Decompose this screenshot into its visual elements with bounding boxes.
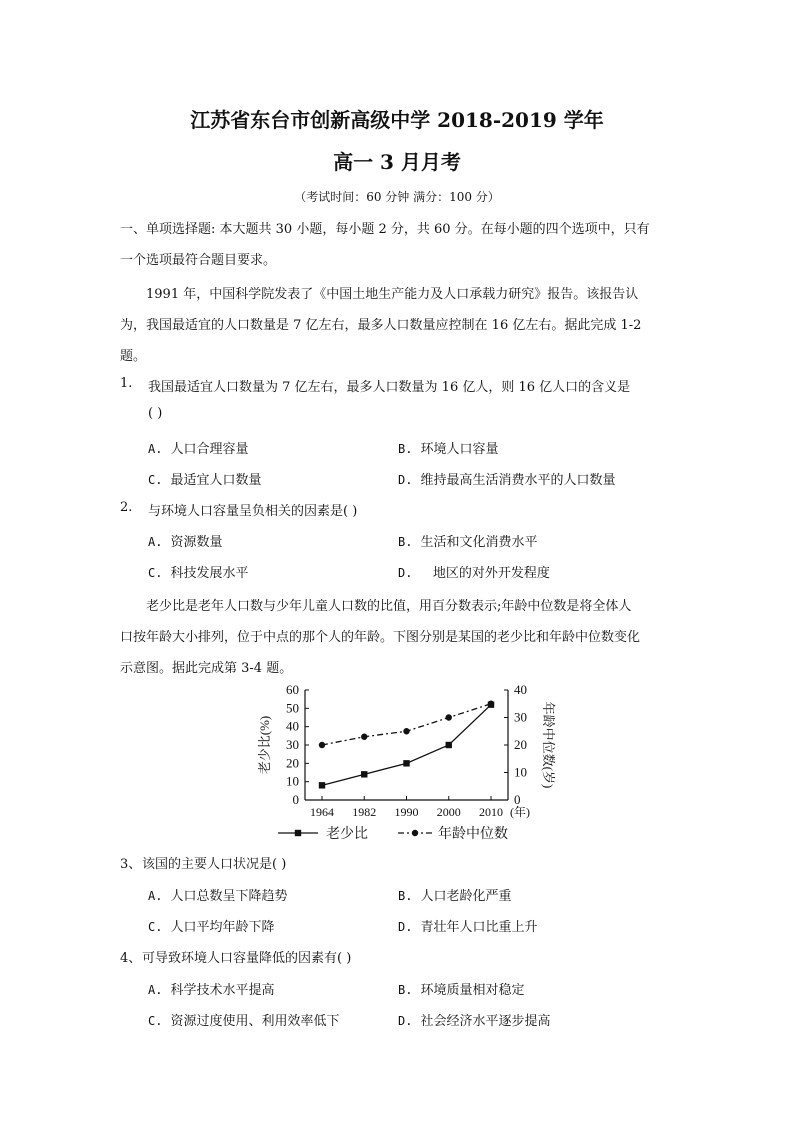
q4-option-d (398, 1010, 550, 1029)
right-tick-label: 20 (514, 737, 527, 752)
q2-option-d (398, 562, 550, 581)
option-letter: D. (398, 920, 413, 934)
q2-option-c (148, 562, 248, 581)
legend-marker-median (412, 830, 418, 836)
q2-number: 2. (120, 500, 133, 515)
passage1-line1: 1991 年，中国科学院发表了《中国土地生产能力及人口承载力研究》报告。该报告认 (146, 287, 639, 302)
x-tick-label: 1982 (352, 805, 377, 819)
left-tick-label: 60 (286, 682, 299, 697)
data-point-median (319, 742, 325, 748)
option-text: 环境质量相对稳定 (420, 983, 525, 998)
data-point-median (446, 714, 452, 720)
q4-number: 4、 (120, 951, 142, 966)
series-line-median (322, 704, 491, 745)
option-letter: C. (148, 1014, 163, 1028)
option-letter: A. (148, 535, 163, 549)
q1-stem: 我国最适宜人口数量为 7 亿左右，最多人口数量为 16 亿人，则 16 亿人口的含义是 (148, 380, 631, 395)
data-point-ratio (319, 782, 325, 788)
option-text: 人口老龄化严重 (420, 889, 512, 904)
option-text: 人口合理容量 (170, 442, 249, 457)
section-intro-line2: 一个选项最符合题目要求。 (120, 253, 277, 268)
option-text: 社会经济水平逐步提高 (420, 1014, 551, 1029)
option-letter: D. (398, 566, 413, 580)
left-tick-label: 20 (286, 755, 299, 771)
passage2-line3: 示意图。据此完成第 3-4 题。 (120, 661, 293, 676)
section-intro-line1: 一、单项选择题: 本大题共 30 小题，每小题 2 分，共 60 分。在每小题的四个选项中，只有 (120, 222, 650, 237)
q3-option-d (398, 916, 537, 935)
x-tick-label: 2000 (436, 805, 461, 819)
q1-stem-blank: ( ) (148, 406, 163, 421)
exam-title: 江苏省东台市创新高级中学 2018-2019 学年 (190, 108, 604, 132)
option-letter: A. (148, 442, 163, 456)
legend-label-median: 年龄中位数 (438, 827, 508, 842)
right-tick-label: 0 (514, 792, 521, 807)
option-text: 青壮年人口比重上升 (420, 920, 538, 935)
option-text: 科技发展水平 (170, 566, 249, 581)
passage1-line2: 为，我国最适宜的人口数量是 7 亿左右，最多人口数量应控制在 16 亿左右。据此完成 1-2 (120, 318, 642, 333)
option-letter: A. (148, 889, 163, 903)
chart-svg (250, 678, 556, 848)
passage1-line3: 题。 (120, 349, 147, 364)
q3-number: 3、 (120, 857, 142, 872)
q2-stem: 与环境人口容量呈负相关的因素是( ) (148, 504, 358, 519)
right-tick-label: 10 (514, 764, 527, 780)
passage2-line1: 老少比是老年人口数与少年儿童人口数的比值，用百分数表示;年龄中位数是将全体人 (146, 599, 632, 614)
q1-number: 1. (120, 376, 133, 391)
q4-option-b (398, 979, 524, 998)
q3-option-c (148, 916, 274, 935)
passage2-line2: 口按年龄大小排列，位于中点的那个人的年龄。下图分别是某国的老少比和年龄中位数变化 (120, 630, 641, 645)
exam-info: （考试时间：60 分钟 满分：100 分） (294, 190, 500, 204)
q4-stem: 可导致环境人口容量降低的因素有( ) (142, 951, 352, 966)
q3-stem: 该国的主要人口状况是( ) (142, 857, 287, 872)
option-text: 地区的对外开发程度 (420, 566, 550, 581)
option-letter: C. (148, 473, 163, 487)
right-axis-title: 年龄中位数(岁) (541, 701, 556, 789)
q2-option-a (148, 531, 222, 550)
exam-subtitle: 高一 3 月月考 (333, 150, 461, 174)
x-tick-label: 2010 (479, 805, 503, 819)
q2-option-b (398, 531, 537, 550)
data-point-ratio (403, 760, 409, 766)
option-letter: B. (398, 442, 413, 456)
left-tick-label: 10 (286, 773, 299, 789)
q1-option-c (148, 469, 261, 488)
option-text: 科学技术水平提高 (170, 983, 275, 998)
data-point-ratio (446, 742, 452, 748)
left-tick-label: 50 (286, 700, 299, 716)
x-tick-label: 1990 (394, 805, 419, 819)
option-text: 人口总数呈下降趋势 (170, 889, 288, 904)
data-point-median (403, 728, 409, 734)
option-letter: D. (398, 473, 413, 487)
option-letter: C. (148, 566, 163, 580)
q3-option-b (398, 885, 511, 904)
option-letter: B. (398, 983, 413, 997)
x-tick-label: 1964 (310, 805, 334, 819)
data-point-median (361, 734, 367, 740)
left-axis-title: 老少比(%) (257, 715, 272, 775)
option-letter: B. (398, 889, 413, 903)
option-text: 生活和文化消费水平 (420, 535, 538, 550)
q1-option-b (398, 438, 498, 457)
left-tick-label: 40 (286, 718, 299, 734)
right-tick-label: 40 (514, 682, 527, 697)
data-point-ratio (361, 771, 367, 777)
population-chart (250, 678, 556, 848)
option-text: 人口平均年龄下降 (170, 920, 275, 935)
legend-marker-ratio (295, 830, 301, 836)
q3-option-a (148, 885, 287, 904)
option-text: 资源数量 (170, 535, 223, 550)
option-letter: D. (398, 1014, 413, 1028)
data-point-median (488, 701, 494, 707)
q4-option-a (148, 979, 274, 998)
x-axis-unit: (年) (510, 805, 530, 819)
right-tick-label: 30 (514, 709, 527, 725)
q1-option-d (398, 469, 615, 488)
option-letter: B. (398, 535, 413, 549)
option-text: 维持最高生活消费水平的人口数量 (420, 473, 616, 488)
legend-label-ratio: 老少比 (326, 827, 368, 842)
left-tick-label: 30 (286, 737, 299, 752)
series-line-ratio (322, 705, 491, 786)
q1-option-a (148, 438, 248, 457)
option-letter: C. (148, 920, 163, 934)
option-text: 资源过度使用、利用效率低下 (170, 1014, 340, 1029)
option-letter: A. (148, 983, 163, 997)
left-tick-label: 0 (292, 792, 299, 807)
q4-option-c (148, 1010, 339, 1029)
option-text: 最适宜人口数量 (170, 473, 262, 488)
option-text: 环境人口容量 (420, 442, 499, 457)
